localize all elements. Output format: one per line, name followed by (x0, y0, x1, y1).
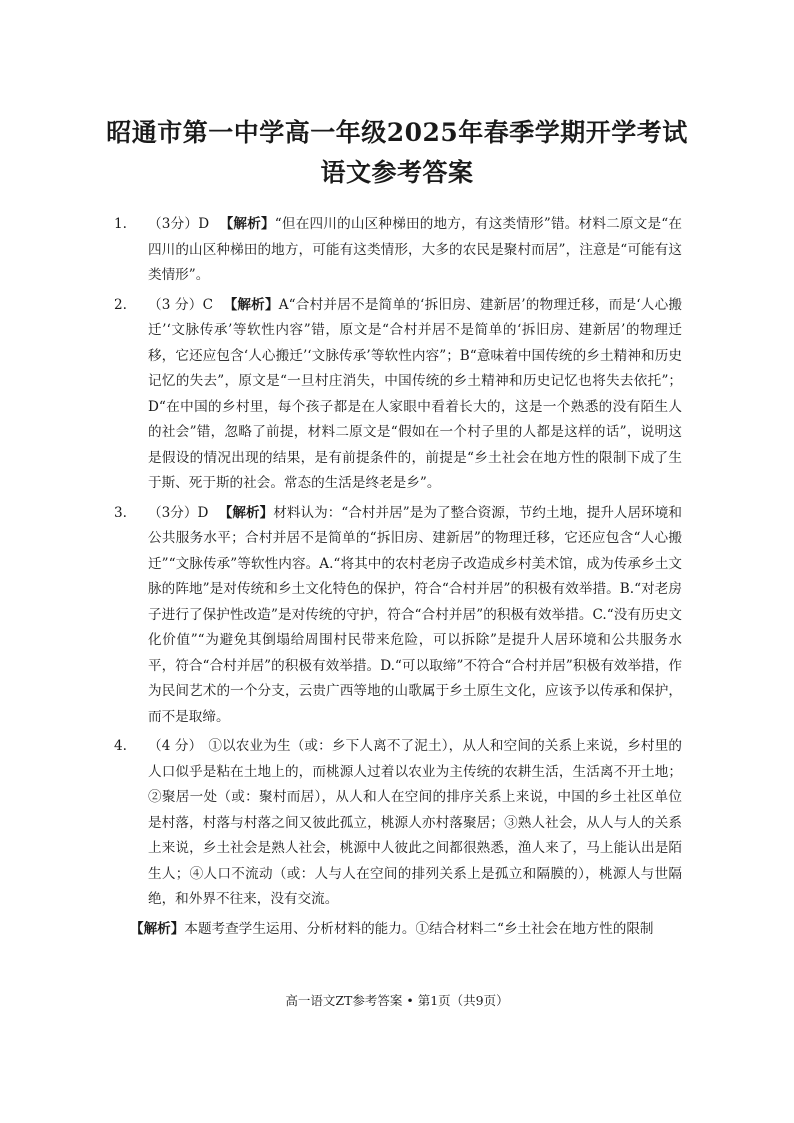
exam-title: 昭通市第一中学高一年级2025年春季学期开学考试 (106, 118, 688, 147)
score-and-choice: （3分）D (148, 216, 210, 232)
score-and-choice: （3分）D (148, 504, 209, 521)
answer-text: ①以农业为生（或：乡下人离不了泥土），从人和空间的关系上来说，乡村里的人口似乎是粘在土地上的，而桃源人过着以农业为主传统的农耕生活，生活离不开土地；②聚居一处（或：聚村而居），从人和人在空间的排序关系上来说，中国的乡土社区单位是村落，村落与村落之间又彼此孤立，桃源人亦村落聚居；③熟人社会，从人与人的关系上来说，乡土社会是熟人社会，桃源中人彼此之间都很熟悉，渔人来了，马上能认出是陌生人；④人口不流动（或：人与人在空间的排列关系上是孤立和隔膜的），桃源人与世隔绝，和外界不往来，没有交流。 (148, 738, 682, 907)
score-label: （4 分） (148, 738, 203, 754)
analysis-note (114, 917, 682, 943)
answer-item-2 (114, 293, 682, 497)
question-number: 4. (114, 738, 127, 754)
question-number: 3. (114, 504, 127, 521)
analysis-label: 【解析】 (130, 920, 185, 937)
answer-item-3 (114, 501, 682, 731)
analysis-text: 材料认为：“合村并居”是为了整合资源，节约土地，提升人居环境和公共服务水平；合村并居不是简单的“拆旧房、建新居”的物理迁移，它还应包含“人心搬迁”“文脉传承”等软性内容。A.“将其中的农村老房子改造成乡村美术馆，成为传承乡土文脉的阵地”是对传统和乡土文化特色的保护，符合“合村并居”的积极有效举措。B.“对老房子进行了保护性改造”是对传统的守护，符合“合村并居”的积极有效举措。C.“没有历史文化价值”“为避免其倒塌给周围村民带来危险，可以拆除”是提升人居环境和公共服务水平，符合“合村并居”的积极有效举措。D.“可以取缔”不符合“合村并居”积极有效举措，作为民间艺术的一个分支，云贵广西等地的山歌属于乡土原生文化，应该予以传承和保护，而不是取缔。 (148, 504, 682, 725)
analysis-text: A“合村并居不是简单的‘拆旧房、建新居’的物理迁移，而是‘人心搬迁’‘文脉传承’等软性内容”错，原文是“合村并居不是简单的‘拆旧房、建新居’的物理迁移，它还应包含‘人心搬迁’‘文脉传承’等软性内容”；B“意味着中国传统的乡土精神和历史记忆的失去”，原文是“一旦村庄消失，中国传统的乡土精神和历史记忆也将失去依托”；D“在中国的乡村里，每个孩子都是在人家眼中看着长大的，这是一个熟悉的没有陌生人的社会”错，忽略了前提，材料二原文是“假如在一个村子里的人都是这样的话”，说明这是假设的情况出现的结果，是有前提条件的，前提是“乡土社会在地方性的限制下成了生于斯、死于斯的社会。常态的生活是终老是乡”。 (148, 296, 682, 491)
answers-section (114, 212, 682, 942)
analysis-label: 【解析】 (219, 216, 275, 232)
answer-item-4 (114, 734, 682, 913)
answer-item-1 (114, 212, 682, 289)
analysis-label: 【解析】 (218, 504, 274, 521)
analysis-text: “但在四川的山区种梯田的地方，有这类情形”错。材料二原文是“在四川的山区种梯田的地方，可能有这类情形，大多的农民是聚村而居”，注意是“可能有这类情形”。 (148, 216, 682, 283)
question-number: 2. (114, 296, 127, 313)
score-and-choice: （3 分）C (148, 296, 214, 313)
question-number: 1. (114, 216, 127, 232)
analysis-label: 【解析】 (223, 296, 279, 313)
analysis-text: 本题考查学生运用、分析材料的能力。①结合材料二“乡土社会在地方性的限制 (184, 920, 654, 937)
page-footer: 高一语文ZT参考答案 • 第1页（共9页） (285, 993, 509, 1008)
answer-key-subtitle: 语文参考答案 (320, 158, 474, 187)
